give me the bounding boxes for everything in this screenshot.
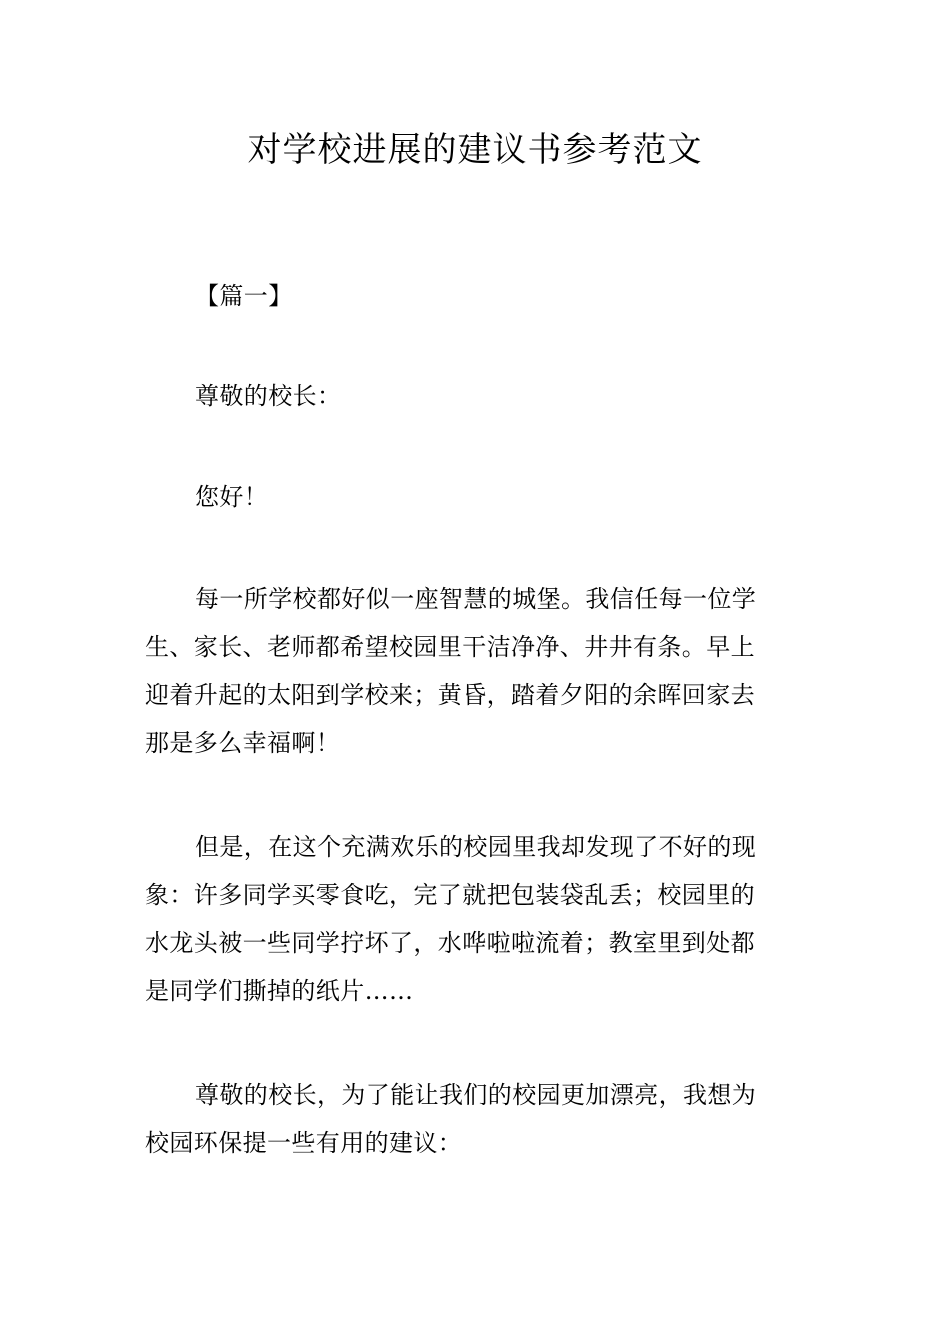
paragraph-line: 尊敬的校长，为了能让我们的校园更加漂亮，我想为 [195, 1081, 757, 1109]
document-title: 对学校进展的建议书参考范文 [247, 130, 703, 170]
paragraph-line: 水龙头被一些同学拧坏了，水哗啦啦流着；教室里到处都 [145, 929, 755, 957]
paragraph-line: 象：许多同学买零食吃，完了就把包装袋乱丢；校园里的 [145, 881, 755, 909]
paragraph-2 [145, 823, 807, 1015]
paragraph-1 [145, 575, 807, 767]
paragraph-line: 那是多么幸福啊！ [145, 729, 341, 757]
paragraph-3 [145, 1071, 807, 1167]
paragraph-line: 迎着升起的太阳到学校来；黄昏，踏着夕阳的余晖回家去 [145, 681, 755, 709]
paragraph-line: 但是，在这个充满欢乐的校园里我却发现了不好的现 [195, 833, 757, 861]
section-label: 【篇一】 [195, 282, 293, 310]
paragraph-line: 校园环保提一些有用的建议： [145, 1129, 463, 1157]
paragraph-line: 是同学们撕掉的纸片…… [145, 977, 414, 1005]
greeting: 您好！ [195, 483, 269, 511]
salutation: 尊敬的校长： [195, 382, 342, 410]
paragraph-line: 每一所学校都好似一座智慧的城堡。我信任每一位学 [195, 585, 757, 613]
paragraph-line: 生、家长、老师都希望校园里干洁净净、井井有条。早上 [145, 633, 755, 661]
